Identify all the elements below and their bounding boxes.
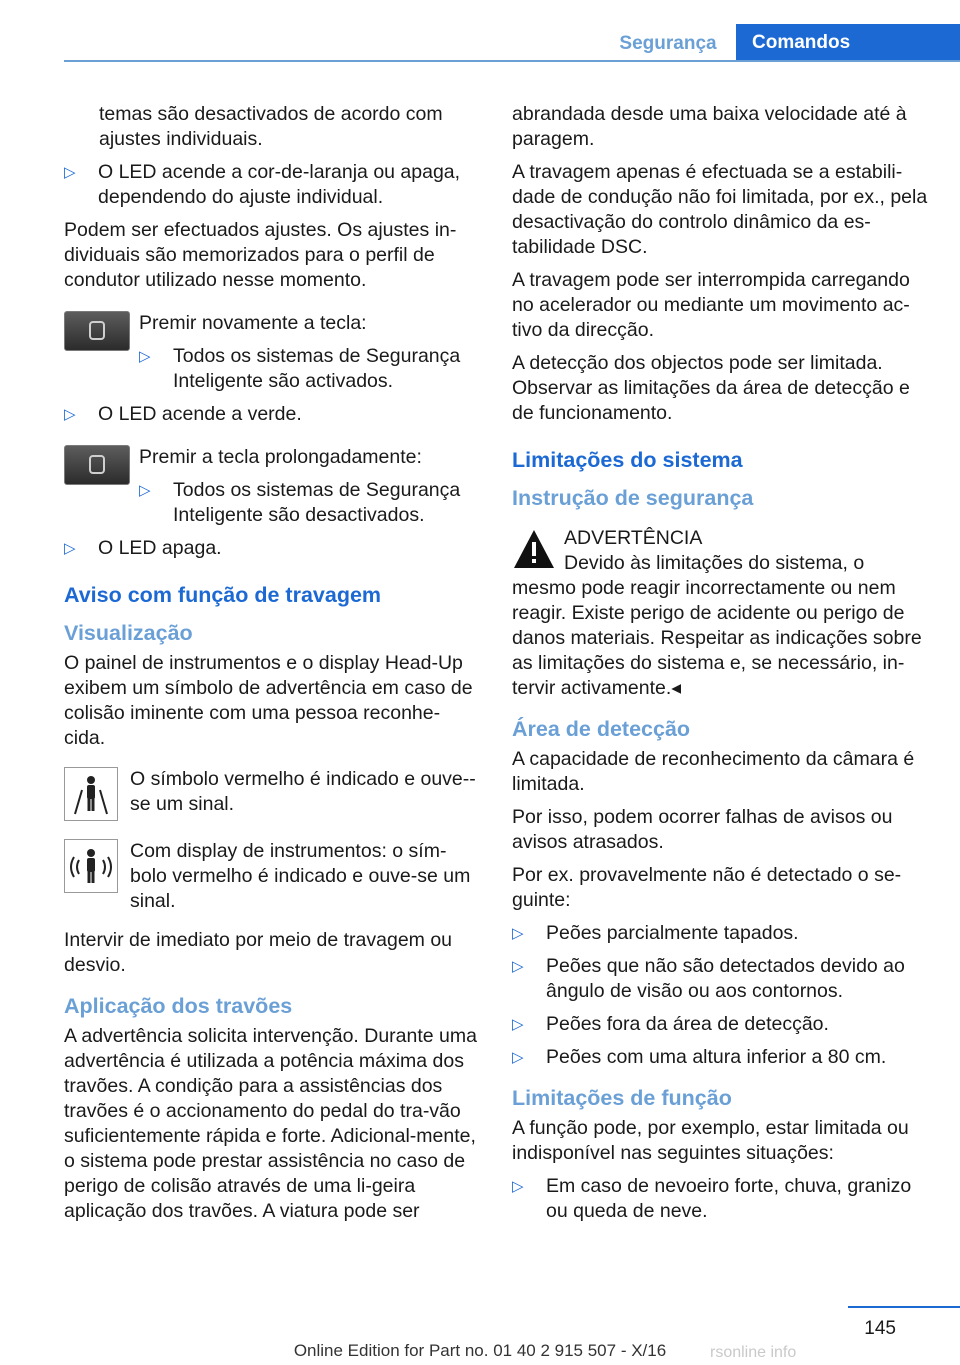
edition-note: Online Edition for Part no. 01 40 2 915 507 - X/16 [293, 1341, 667, 1360]
list-item [512, 954, 932, 1004]
page-header [0, 0, 960, 62]
bullet-icon: ▷ [512, 1016, 524, 1033]
list-item-text: O LED apaga. [98, 537, 222, 559]
symbol-description [64, 839, 480, 914]
list-item-text: Peões que não são detectados devido ao ângulo de visão ou aos contornos. [546, 955, 905, 1002]
warning-triangle-icon [512, 528, 556, 570]
list-item [512, 1045, 932, 1070]
footer-rule [848, 1306, 960, 1308]
section-tab: Segurança [619, 33, 717, 54]
bullet-icon: ▷ [139, 348, 151, 365]
warning-text: Devido às limitações do sistema, o mesmo pode reagir incorrectamente ou nem reagir. Existe perigo de acidente ou perigo de danos materiais. Respeitar as indicações sobre as limitações do sistema e, se necessário, in-tervir activamente.◂ [512, 552, 922, 699]
section-heading: Limitações do sistema [512, 448, 743, 472]
list-item-text: O LED acende a cor-de-laranja ou apaga, dependendo do ajuste individual. [98, 161, 461, 208]
paragraph: Podem ser efectuados ajustes. Os ajustes in-dividuais são memorizados para o perfil de condutor utilizado nesse momento. [64, 219, 457, 291]
bullet-icon: ▷ [139, 482, 151, 499]
paragraph: A capacidade de reconhecimento da câmara é limitada. [512, 748, 915, 795]
paragraph: abrandada desde uma baixa velocidade até à paragem. [512, 103, 907, 150]
pedestrian-sound-warning-icon [64, 839, 118, 893]
list-item-text: Peões parcialmente tapados. [546, 922, 799, 944]
list-item [64, 402, 480, 427]
warning-title: ADVERTÊNCIA [564, 527, 703, 549]
subsection-heading: Visualização [64, 621, 193, 645]
subsection-heading: Instrução de segurança [512, 486, 754, 510]
bullet-icon: ▷ [64, 540, 76, 557]
paragraph: A função pode, por exemplo, estar limitada ou indisponível nas seguintes situações: [512, 1117, 909, 1164]
watermark: rsonline info [710, 1344, 797, 1361]
list-item [512, 1174, 932, 1224]
warning-block [512, 526, 932, 701]
bullet-list [512, 1174, 932, 1224]
bullet-icon: ▷ [64, 406, 76, 423]
list-item [139, 344, 480, 394]
instruction-text: Premir a tecla prolongadamente: [139, 446, 422, 468]
paragraph: A advertência solicita intervenção. Durante uma advertência é utilizada a potência máxima dos travões. A condição para a assistências dos travões é o accionamento do pedal do tra-vão suficientemente rápida e forte. Adicional-mente, o sistema pode prestar assistência no caso de perigo de colisão através de uma li-geira aplicação dos travões. A viatura pode ser [64, 1025, 477, 1222]
list-item [64, 536, 480, 561]
symbol-text: Com display de instrumentos: o sím-bolo vermelho é indicado e ouve-se um sinal. [130, 840, 471, 912]
paragraph: Por isso, podem ocorrer falhas de avisos ou avisos atrasados. [512, 806, 893, 853]
button-instruction [64, 445, 480, 528]
subsection-heading: Aplicação dos travões [64, 994, 293, 1018]
symbol-text: O símbolo vermelho é indicado e ouve--se um sinal. [130, 768, 476, 815]
paragraph: temas são desactivados de acordo com ajustes individuais. [99, 103, 443, 150]
section-heading: Aviso com função de travagem [64, 583, 382, 607]
header-rule [64, 60, 960, 62]
bullet-icon: ▷ [512, 1049, 524, 1066]
button-instruction [64, 311, 480, 394]
bullet-icon: ▷ [512, 925, 524, 942]
list-item-text: Peões com uma altura inferior a 80 cm. [546, 1046, 887, 1068]
list-item [64, 160, 480, 210]
left-column [64, 102, 480, 1232]
bullet-icon: ▷ [512, 958, 524, 975]
list-item [512, 921, 932, 946]
subsection-heading: Área de detecção [512, 717, 691, 741]
page-number: 145 [864, 1318, 896, 1339]
chapter-tab: Comandos [736, 24, 960, 62]
instruction-text: Premir novamente a tecla: [139, 312, 367, 334]
button-icon [64, 445, 130, 485]
list-item-text: Peões fora da área de detecção. [546, 1013, 829, 1035]
list-item-text: Todos os sistemas de Segurança Inteligente são desactivados. [173, 479, 461, 526]
list-item [139, 478, 480, 528]
paragraph: O painel de instrumentos e o display Head-Up exibem um símbolo de advertência em caso de colisão iminente com uma pessoa reconhe-cida. [64, 652, 473, 749]
bullet-list [512, 921, 932, 1070]
bullet-icon: ▷ [64, 164, 76, 181]
paragraph: A travagem apenas é efectuada se a estabili-dade de condução não foi limitada, por ex., pela desactivação do controlo dinâmico da es-tabilidade DSC. [512, 161, 928, 258]
paragraph: Por ex. provavelmente não é detectado o se-guinte: [512, 864, 902, 911]
subsection-heading: Limitações de função [512, 1086, 732, 1110]
right-column [512, 102, 932, 1232]
list-item-text: O LED acende a verde. [98, 403, 302, 425]
symbol-description [64, 767, 480, 823]
pedestrian-warning-icon [64, 767, 118, 821]
list-item-text: Todos os sistemas de Segurança Inteligente são activados. [173, 345, 461, 392]
bullet-icon: ▷ [512, 1178, 524, 1195]
paragraph: A travagem pode ser interrompida carregando no acelerador ou mediante um movimento ac-tivo da direcção. [512, 269, 910, 341]
list-item-text: Em caso de nevoeiro forte, chuva, granizo ou queda de neve. [546, 1175, 912, 1222]
button-icon [64, 311, 130, 351]
paragraph: Intervir de imediato por meio de travagem ou desvio. [64, 929, 453, 976]
paragraph: A detecção dos objectos pode ser limitada. Observar as limitações da área de detecção e de funcionamento. [512, 352, 910, 424]
list-item [512, 1012, 932, 1037]
